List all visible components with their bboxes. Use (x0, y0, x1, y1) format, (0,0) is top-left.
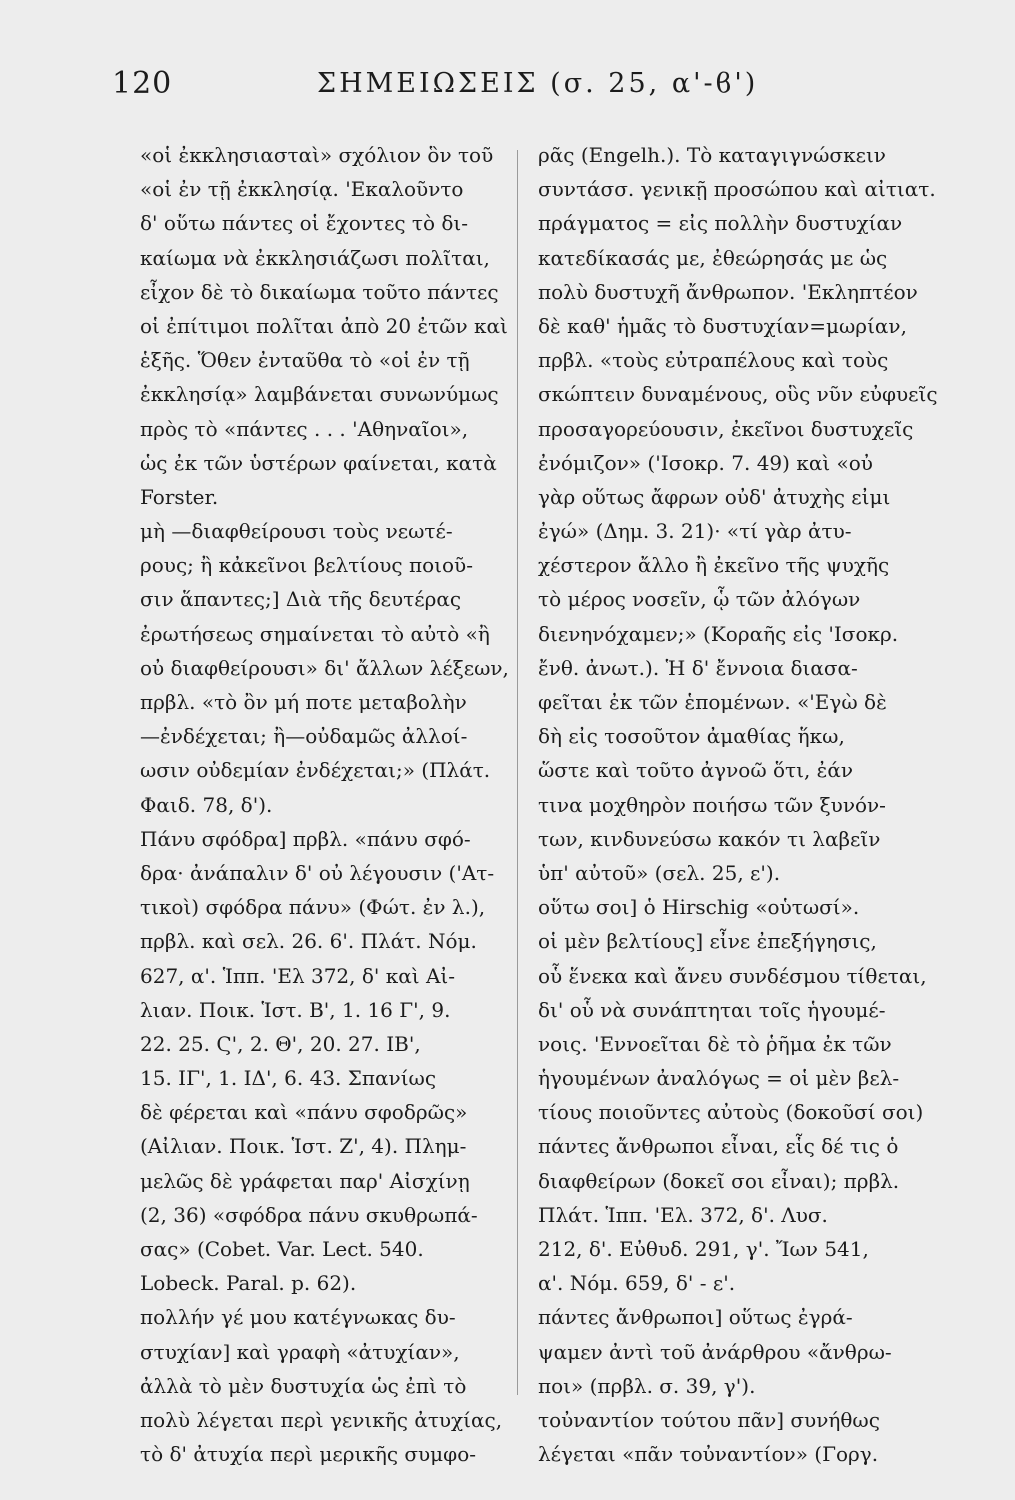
text-line: συντάσσ. γενικῇ προσώπου καὶ αἰτιατ. (538, 177, 936, 202)
text-line: τὸ δ' ἀτυχία περὶ μερικῆς συμφο- (140, 1442, 476, 1467)
text-line: ποι» (πρβλ. σ. 39, γ'). (538, 1373, 756, 1398)
column-rule (517, 150, 518, 1395)
text-line: (Αἰλιαν. Ποικ. Ἱστ. Ζ', 4). Πλημ- (140, 1134, 467, 1159)
text-line: οἱ μὲν βελτίους] εἶνε ἐπεξήγησις, (538, 929, 877, 954)
text-line: ἑξῆς. Ὅθεν ἐνταῦθα τὸ «οἱ ἐν τῇ (140, 348, 470, 373)
text-line: Lobeck. Paral. p. 62). (140, 1271, 357, 1296)
text-line: ρᾶς (Engelh.). Τὸ καταγιγνώσκειν (538, 143, 886, 167)
text-line: «οἱ ἐκκλησιασταὶ» σχόλιον ὃν τοῦ (140, 143, 494, 167)
running-head: ΣΗΜΕΙΩΣΕΙΣ (σ. 25, α'-ϐ') (317, 68, 759, 99)
text-line: γὰρ οὕτως ἄφρων οὐδ' ἀτυχὴς εἰμι (538, 484, 891, 509)
text-line: μὴ —διαφθείρουσι τοὺς νεωτέ- (140, 519, 453, 544)
text-line: πρβλ. «τοὺς εὐτραπέλους καὶ τοὺς (538, 348, 889, 373)
text-line: 627, α'. Ἱππ. 'Ελ 372, δ' καὶ Αἰ- (140, 963, 456, 988)
text-line: ὑπ' αὐτοῦ» (σελ. 25, ε'). (538, 860, 781, 885)
text-line: Πάνυ σφόδρα] πρβλ. «πάνυ σφό- (140, 826, 471, 851)
text-line: πάντες ἄνθρωποι] οὕτως ἐγρά- (538, 1305, 853, 1330)
text-line: φεῖται ἐκ τῶν ἑπομένων. «'Εγὼ δὲ (538, 690, 887, 714)
right-column (538, 138, 938, 1471)
text-line: προσαγορεύουσιν, ἐκεῖνοι δυστυχεῖς (538, 416, 914, 441)
text-line: 22. 25. Ϛ', 2. Θ', 20. 27. ΙΒ', (140, 1031, 421, 1056)
text-line: οὕτω σοι] ὁ Hirschig «οὑτωσί». (538, 895, 860, 920)
page-header (112, 66, 912, 114)
text-line: δρα· ἀνάπαλιν δ' οὐ λέγουσιν ('Ατ- (140, 860, 495, 885)
text-line: ἡγουμένων ἀναλόγως = οἱ μὲν βελ- (538, 1066, 900, 1091)
text-line: καίωμα νὰ ἐκκλησιάζωσι πολῖται, (140, 245, 490, 270)
text-line: Forster. (140, 484, 219, 509)
text-line: πολὺ λέγεται περὶ γενικῆς ἀτυχίας, (140, 1407, 503, 1432)
text-line: διενηνόχαμεν;» (Κοραῆς εἰς 'Ισοκρ. (538, 621, 899, 646)
text-line: ἐρωτήσεως σημαίνεται τὸ αὐτὸ «ἢ (140, 621, 490, 646)
text-line: χέστερον ἄλλο ἢ ἐκεῖνο τῆς ψυχῆς (538, 553, 890, 578)
text-line: α'. Νόμ. 659, δ' - ε'. (538, 1271, 736, 1296)
text-line: ὥστε καὶ τοῦτο ἀγνοῶ ὅτι, ἐάν (538, 758, 854, 783)
text-line: ρους; ἢ κἀκεῖνοι βελτίους ποιοῦ- (140, 553, 473, 578)
text-line: Φαιδ. 78, δ'). (140, 792, 273, 817)
text-line: δ' οὕτω πάντες οἱ ἔχοντες τὸ δι- (140, 211, 468, 236)
text-line: τινα μοχθηρὸν ποιήσω τῶν ξυνόν- (538, 792, 886, 817)
text-line: πολὺ δυστυχῆ ἄνθρωπον. 'Εκληπτέον (538, 279, 918, 304)
text-line: πάντες ἄνθρωποι εἶναι, εἷς δέ τις ὁ (538, 1134, 899, 1159)
text-line: δι' οὗ νὰ συνάπτηται τοῖς ἡγουμέ- (538, 997, 886, 1022)
text-line: πρβλ. καὶ σελ. 26. 6'. Πλάτ. Νόμ. (140, 929, 477, 954)
text-line: ὡς ἐκ τῶν ὑστέρων φαίνεται, κατὰ (140, 450, 497, 475)
text-line: πολλήν γέ μου κατέγνωκας δυ- (140, 1305, 456, 1330)
text-line: 212, δ'. Εὐθυδ. 291, γ'. Ἴων 541, (538, 1237, 869, 1261)
text-line: τὸ μέρος νοσεῖν, ᾧ τῶν ἀλόγων (538, 587, 861, 612)
text-line: Πλάτ. Ἱππ. 'Ελ. 372, δ'. Λυσ. (538, 1202, 828, 1227)
text-line: δὴ εἰς τοσοῦτον ἀμαθίας ἥκω, (538, 724, 845, 749)
text-line: ἀλλὰ τὸ μὲν δυστυχία ὡς ἐπὶ τὸ (140, 1373, 467, 1398)
left-column (140, 138, 509, 1471)
text-line: ψαμεν ἀντὶ τοῦ ἀνάρθρου «ἄνθρω- (538, 1339, 892, 1364)
text-line: 15. ΙΓ', 1. ΙΔ', 6. 43. Σπανίως (140, 1066, 437, 1091)
text-line: σιν ἅπαντες;] Διὰ τῆς δευτέρας (140, 587, 462, 612)
page-number: 120 (112, 66, 173, 101)
text-line: σκώπτειν δυναμένους, οὓς νῦν εὐφυεῖς (538, 382, 938, 407)
text-line: οὗ ἕνεκα καὶ ἄνευ συνδέσμου τίθεται, (538, 963, 927, 988)
text-line: ἔνθ. ἀνωτ.). Ἡ δ' ἔννοια διασα- (538, 655, 858, 680)
text-line: των, κινδυνεύσω κακόν τι λαβεῖν (538, 826, 881, 851)
text-line: (2, 36) «σφόδρα πάνυ σκυθρωπά- (140, 1202, 478, 1227)
text-line: τοὐναντίον τούτου πᾶν] συνήθως (538, 1407, 880, 1432)
text-line: ἐκκλησίᾳ» λαμβάνεται συνωνύμως (140, 382, 499, 407)
text-line: πρβλ. «τὸ ὂν μή ποτε μεταβολὴν (140, 690, 467, 714)
text-line: διαφθείρων (δοκεῖ σοι εἶναι); πρβλ. (538, 1168, 900, 1193)
text-line: «οἱ ἐν τῇ ἐκκλησίᾳ. 'Εκαλοῦντο (140, 177, 464, 202)
text-line: οἱ ἐπίτιμοι πολῖται ἀπὸ 20 ἐτῶν καὶ (140, 313, 508, 338)
text-line: τικοὶ) σφόδρα πάνυ» (Φώτ. ἐν λ.), (140, 895, 486, 920)
text-line: λιαν. Ποικ. Ἱστ. Β', 1. 16 Γ', 9. (140, 997, 451, 1022)
text-line: μελῶς δὲ γράφεται παρ' Αἰσχίνῃ (140, 1168, 470, 1193)
text-line: δὲ καθ' ἡμᾶς τὸ δυστυχίαν=μωρίαν, (538, 313, 907, 338)
text-line: εἶχον δὲ τὸ δικαίωμα τοῦτο πάντες (140, 279, 499, 304)
text-line: ἐγώ» (Δημ. 3. 21)· «τί γὰρ ἀτυ- (538, 519, 852, 544)
text-line: σας» (Cobet. Var. Lect. 540. (140, 1237, 424, 1261)
text-line: δὲ φέρεται καὶ «πάνυ σφοδρῶς» (140, 1100, 468, 1125)
text-line: κατεδίκασάς με, ἐθεώρησάς με ὡς (538, 245, 888, 270)
text-line: πράγματος = εἰς πολλὴν δυστυχίαν (538, 211, 903, 236)
text-line: λέγεται «πᾶν τοὐναντίον» (Γοργ. (538, 1442, 879, 1467)
text-line: —ἐνδέχεται; ἢ—οὐδαμῶς ἀλλοί- (140, 724, 468, 749)
text-line: στυχίαν] καὶ γραφὴ «ἀτυχίαν», (140, 1339, 460, 1364)
text-line: ωσιν οὐδεμίαν ἐνδέχεται;» (Πλάτ. (140, 758, 491, 783)
text-line: τίους ποιοῦντες αὐτοὺς (δοκοῦσί σοι) (538, 1100, 924, 1125)
text-line: οὐ διαφθείρουσι» δι' ἄλλων λέξεων, (140, 655, 509, 680)
text-line: πρὸς τὸ «πάντες . . . 'Αθηναῖοι», (140, 416, 469, 441)
text-line: ἐνόμιζον» ('Ισοκρ. 7. 49) καὶ «οὐ (538, 450, 873, 475)
text-line: νοις. 'Εννοεῖται δὲ τὸ ῥῆμα ἐκ τῶν (538, 1031, 892, 1056)
